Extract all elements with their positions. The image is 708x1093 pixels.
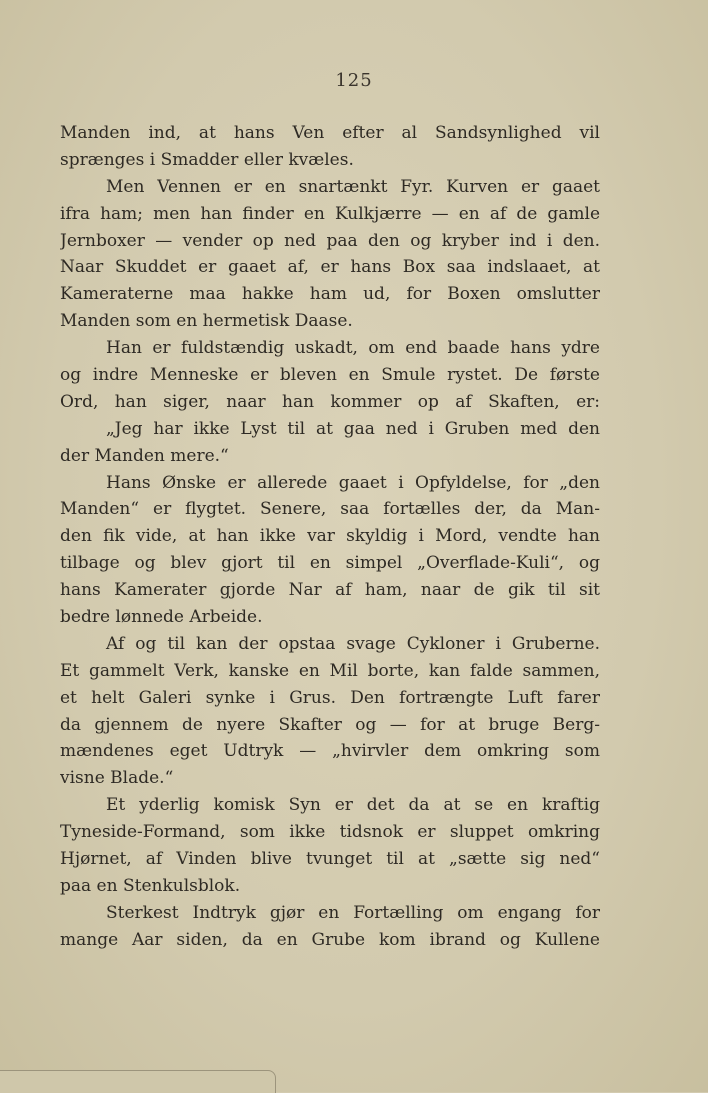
text-line: Af og til kan der opstaa svage Cykloner i Gruberne. bbox=[106, 633, 600, 654]
text-line: den fik vide, at han ikke var skyldig i Mord, vendte han bbox=[60, 526, 600, 547]
text-line: mændenes eget Udtryk — „hvirvler dem omkring som bbox=[60, 741, 600, 762]
page-number: 125 bbox=[335, 70, 373, 91]
text-line: tilbage og blev gjort til en simpel „Overflade-Kuli“, og bbox=[60, 553, 600, 574]
text-line: Tyneside-Formand, som ikke tidsnok er sluppet omkring bbox=[60, 822, 600, 843]
text-line: og indre Menneske er bleven en Smule rystet. De første bbox=[60, 365, 600, 386]
text-line: Manden som en hermetisk Daase. bbox=[60, 311, 353, 332]
text-line: Hjørnet, af Vinden blive tvunget til at „sætte sig ned“ bbox=[60, 849, 600, 870]
text-line: Et yderlig komisk Syn er det da at se en kraftig bbox=[106, 795, 600, 816]
text-line: et helt Galeri synke i Grus. Den fortrængte Luft farer bbox=[60, 687, 600, 708]
body-text bbox=[60, 120, 600, 954]
text-line: Men Vennen er en snartænkt Fyr. Kurven er gaaet bbox=[106, 176, 600, 197]
text-line: Naar Skuddet er gaaet af, er hans Box saa indslaaet, at bbox=[60, 257, 600, 278]
text-line: mange Aar siden, da en Grube kom ibrand og Kullene bbox=[60, 929, 600, 950]
text-line: paa en Stenkulsblok. bbox=[60, 875, 241, 896]
text-line: Sterkest Indtryk gjør en Fortælling om engang for bbox=[106, 902, 600, 923]
text-line: sprænges i Smadder eller kvæles. bbox=[60, 149, 354, 170]
text-line: Hans Ønske er allerede gaaet i Opfyldelse, for „den bbox=[106, 472, 600, 493]
text-line: Jernboxer — vender op ned paa den og kryber ind i den. bbox=[60, 230, 600, 251]
text-line: „Jeg har ikke Lyst til at gaa ned i Gruben med den bbox=[106, 418, 600, 439]
text-line: visne Blade.“ bbox=[60, 768, 174, 789]
text-line: Manden ind, at hans Ven efter al Sandsynlighed vil bbox=[60, 123, 600, 143]
text-line: Manden“ er flygtet. Senere, saa fortælles der, da Man- bbox=[60, 499, 600, 520]
text-line: Han er fuldstændig uskadt, om end baade hans ydre bbox=[106, 338, 600, 359]
text-line: Ord, han siger, naar han kommer op af Skaften, er: bbox=[60, 391, 600, 412]
text-line: der Manden mere.“ bbox=[60, 445, 229, 466]
page-edge-strip bbox=[0, 1070, 276, 1093]
text-line: Et gammelt Verk, kanske en Mil borte, kan falde sammen, bbox=[60, 660, 600, 681]
text-line: bedre lønnede Arbeide. bbox=[60, 607, 263, 628]
text-line: da gjennem de nyere Skafter og — for at bruge Berg- bbox=[60, 714, 600, 735]
text-line: hans Kamerater gjorde Nar af ham, naar de gik til sit bbox=[60, 580, 600, 601]
text-line: ifra ham; men han finder en Kulkjærre — en af de gamle bbox=[60, 203, 600, 224]
text-line: Kameraterne maa hakke ham ud, for Boxen omslutter bbox=[60, 284, 600, 305]
